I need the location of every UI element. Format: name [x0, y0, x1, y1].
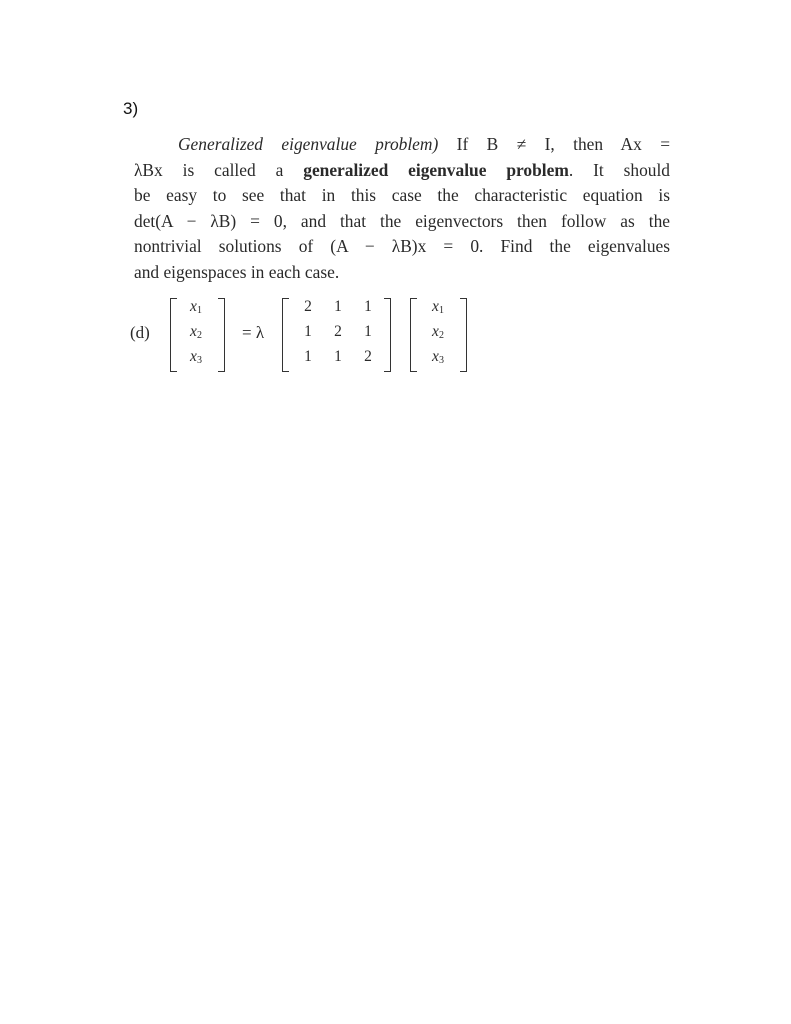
statement-line-6: and eigenspaces in each case. — [134, 261, 340, 282]
right-vector-x1: $x_1$ — [432, 298, 444, 316]
problem-title: Generalized eigenvalue problem) — [178, 134, 439, 154]
matrix-cell: 1 — [304, 323, 312, 340]
left-vector-open-bracket — [170, 298, 177, 372]
term-generalized-eigenvalue-problem: generalized eigenvalue problem — [303, 159, 569, 180]
problem-number: 3) — [123, 99, 139, 118]
problem-statement — [134, 132, 670, 286]
matrix-cell: 1 — [334, 298, 342, 315]
matrix-cell: 2 — [334, 323, 342, 340]
statement-line-3: be easy to see that in this case the characteristic equation is — [134, 185, 670, 206]
left-vector-x3: $x_3$ — [190, 348, 202, 366]
matrix-open-bracket — [282, 298, 289, 372]
matrix-cell: 2 — [304, 298, 312, 315]
equals-lambda: = λ — [242, 323, 265, 342]
left-vector-x1: $x_1$ — [190, 298, 202, 316]
statement-line-1 — [134, 132, 670, 158]
matrix-cell: 1 — [364, 323, 372, 340]
part-label: (d) — [130, 323, 150, 342]
statement-line-5: nontrivial solutions of (A − λB)x = 0. Find the eigenvalues — [134, 236, 670, 257]
matrix-cell: 2 — [364, 348, 372, 365]
left-vector-x2: $x_2$ — [190, 323, 202, 341]
matrix-cell: 1 — [304, 348, 312, 365]
statement-line-2-suffix: . It should — [568, 159, 671, 180]
right-vector-open-bracket — [410, 298, 417, 372]
right-vector-close-bracket — [460, 298, 467, 372]
right-vector-x2: $x_2$ — [432, 323, 444, 341]
right-vector-x3: $x_3$ — [432, 348, 444, 366]
matrix-cell: 1 — [334, 348, 342, 365]
statement-line-2-prefix: λBx is called a — [134, 159, 304, 180]
statement-line-2 — [134, 158, 670, 184]
left-vector-close-bracket — [218, 298, 225, 372]
matrix-equation — [130, 296, 480, 372]
statement-line-1-text: If B ≠ I, then Ax = — [438, 134, 671, 154]
matrix-close-bracket — [384, 298, 391, 372]
matrix-cell: 1 — [364, 298, 372, 315]
statement-line-4: det(A − λB) = 0, and that the eigenvectors then follow as the — [134, 210, 670, 231]
